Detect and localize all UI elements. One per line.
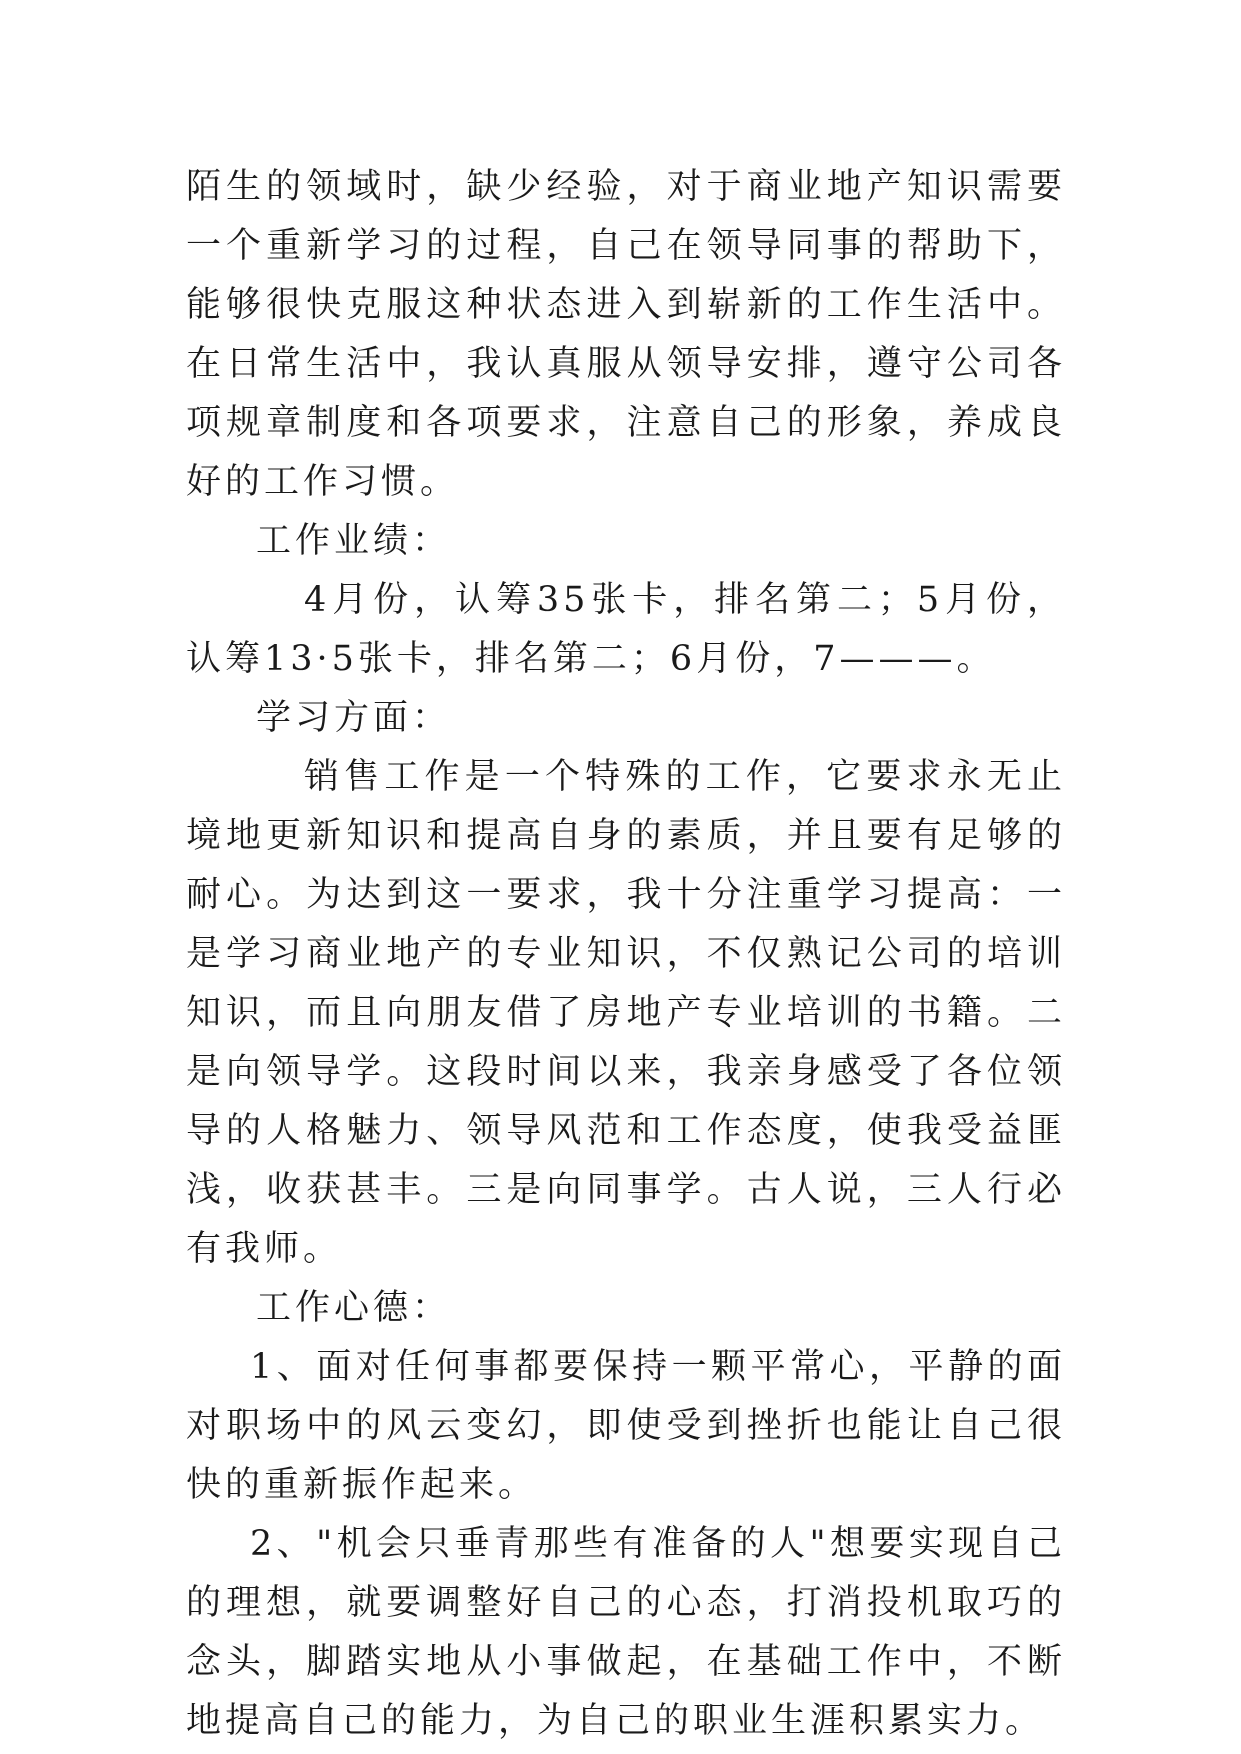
insight-item-1: 1、面对任何事都要保持一颗平常心，平静的面对职场中的风云变幻，即使受到挫折也能让自己很快的重新振作起来。 (186, 1347, 1066, 1505)
intro-paragraph: 陌生的领域时，缺少经验，对于商业地产知识需要一个重新学习的过程，自己在领导同事的帮助下，能够很快克服这种状态进入到崭新的工作生活中。在日常生活中，我认真服从领导安排，遵守公司各项规章制度和各项要求，注意自己的形象，养成良好的工作习惯。 (186, 167, 1066, 502)
learning-paragraph: 销售工作是一个特殊的工作，它要求永无止境地更新知识和提高自身的素质，并且要有足够的耐心。为达到这一要求，我十分注重学习提高：一是学习商业地产的专业知识，不仅熟记公司的培训知识，而且向朋友借了房地产专业培训的书籍。二是向领导学。这段时间以来，我亲身感受了各位领导的人格魅力、领导风范和工作态度，使我受益匪浅，收获甚丰。三是向同事学。古人说，三人行必有我师。 (186, 757, 1066, 1269)
performance-paragraph: 4月份，认筹35张卡，排名第二；5月份，认筹13·5张卡，排名第二；6月份，7———。 (186, 580, 1066, 679)
document-body (186, 158, 1066, 1751)
section-heading-performance: 工作业绩： (256, 521, 452, 561)
insight-item-2: 2、"机会只垂青那些有准备的人"想要实现自己的理想，就要调整好自己的心态，打消投机取巧的念头，脚踏实地从小事做起，在基础工作中，不断地提高自己的能力，为自己的职业生涯积累实力。 (186, 1524, 1066, 1741)
section-heading-learning: 学习方面： (256, 698, 452, 738)
section-heading-insights: 工作心德： (256, 1288, 452, 1328)
